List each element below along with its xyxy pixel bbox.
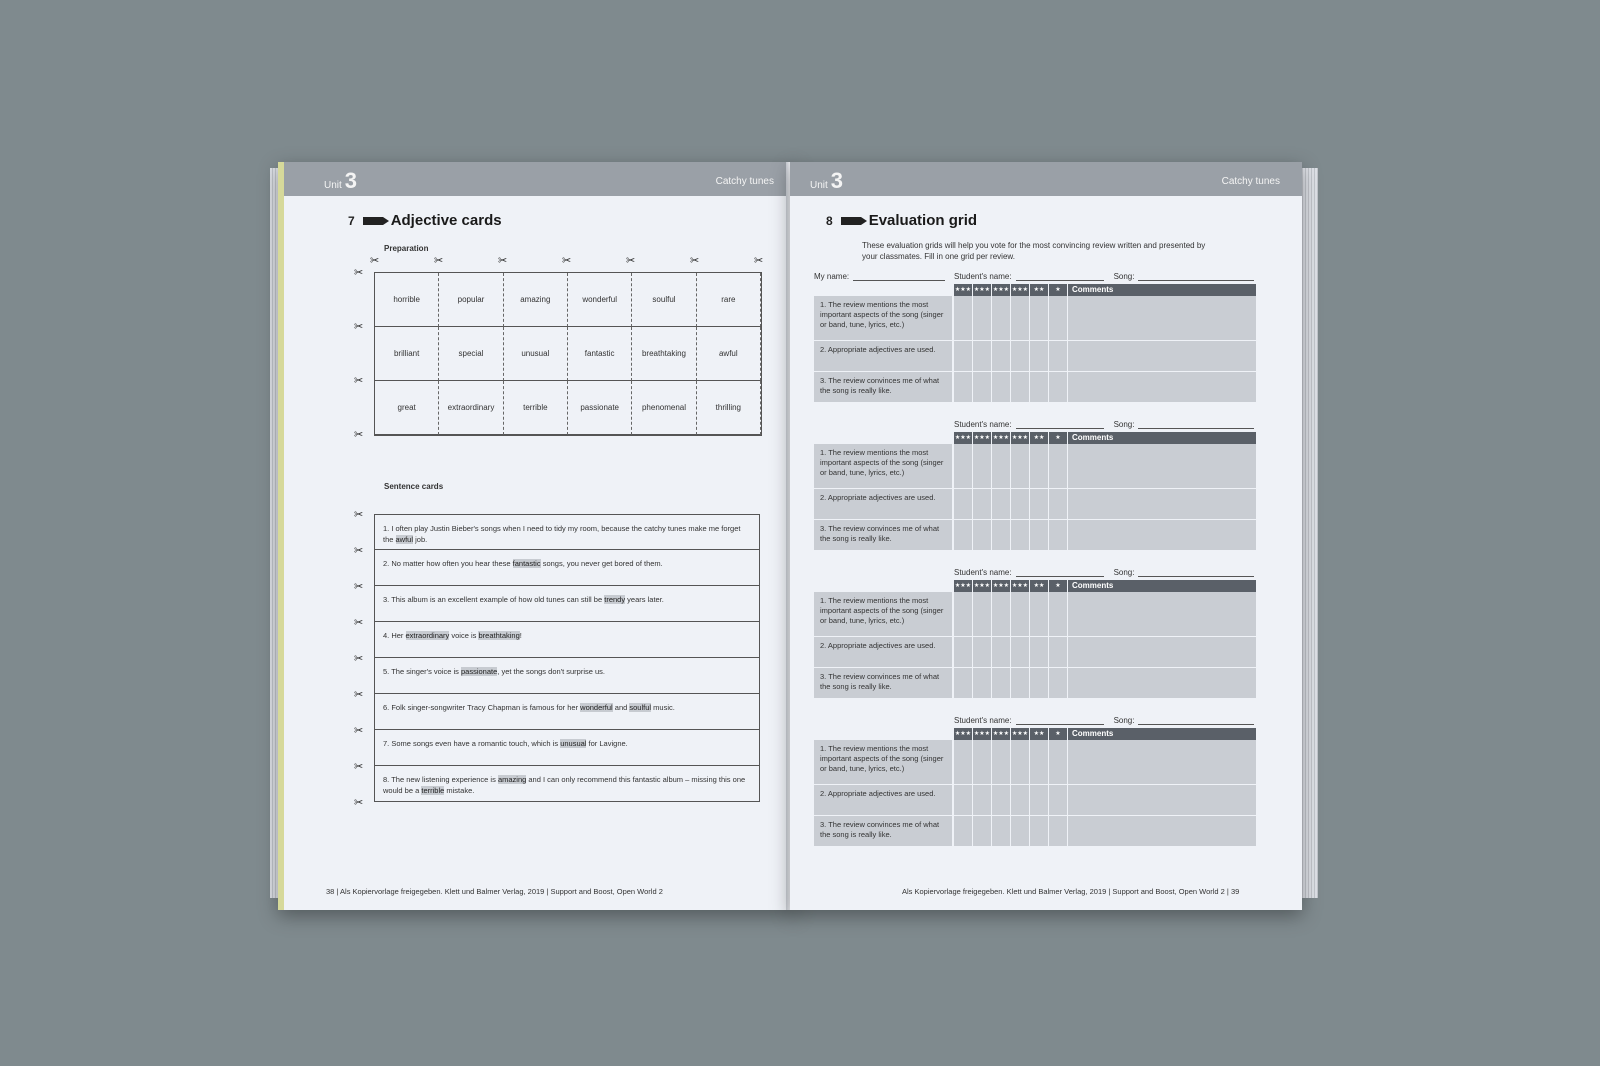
rating-cell[interactable] xyxy=(1030,668,1048,698)
criterion-row xyxy=(814,785,1256,815)
criterion-row xyxy=(814,637,1256,667)
criterion-row xyxy=(814,372,1256,402)
rating-cell[interactable] xyxy=(973,489,991,519)
scissors-icon: ✂ xyxy=(354,581,364,593)
rating-cell[interactable] xyxy=(973,520,991,550)
student-name-line xyxy=(1016,568,1104,577)
rating-cell[interactable] xyxy=(954,296,972,340)
comments-header: Comments xyxy=(1068,728,1256,740)
page-edges-right xyxy=(1300,168,1318,898)
scissors-icon: ✂ xyxy=(690,255,700,267)
page-title: Evaluation grid xyxy=(868,212,978,229)
song-label: Song: xyxy=(1113,272,1135,281)
rating-cell[interactable] xyxy=(1049,489,1067,519)
sentence-card xyxy=(374,730,760,766)
adjective-card: phenomenal xyxy=(632,381,696,435)
scissors-icon: ✂ xyxy=(354,375,364,387)
criterion-row xyxy=(814,592,1256,636)
rating-cell[interactable] xyxy=(1030,740,1048,784)
comment-cell[interactable] xyxy=(1068,372,1256,402)
rating-cell[interactable] xyxy=(954,668,972,698)
rating-cell[interactable] xyxy=(1049,668,1067,698)
rating-cell[interactable] xyxy=(973,444,991,488)
star-rating-header: ★★★ xyxy=(954,728,972,740)
adjective-card: unusual xyxy=(504,327,568,381)
rating-cell[interactable] xyxy=(1049,637,1067,667)
rating-cell[interactable] xyxy=(1030,444,1048,488)
adjective-card: passionate xyxy=(568,381,632,435)
criterion-text: 1. The review mentions the most important aspects of the song (singer or band, tune, lyrics, etc.) xyxy=(814,296,952,340)
comment-cell[interactable] xyxy=(1068,740,1256,784)
highlighted-adjective: extraordinary xyxy=(405,631,450,640)
rating-cell[interactable] xyxy=(1011,816,1029,846)
student-name-line xyxy=(1016,420,1104,429)
sentence-card xyxy=(374,766,760,802)
rating-cell[interactable] xyxy=(1030,520,1048,550)
rating-cell[interactable] xyxy=(992,816,1010,846)
criterion-text: 3. The review convinces me of what the song is really like. xyxy=(814,520,952,550)
comment-cell[interactable] xyxy=(1068,668,1256,698)
highlighted-adjective: unusual xyxy=(560,739,587,748)
song-line xyxy=(1138,716,1254,725)
open-book xyxy=(270,150,1320,920)
adjective-card: breathtaking xyxy=(632,327,696,381)
sentence-cards xyxy=(374,514,760,802)
criterion-text: 3. The review convinces me of what the song is really like. xyxy=(814,372,952,402)
adjective-card: popular xyxy=(439,273,503,327)
rating-cell[interactable] xyxy=(1030,785,1048,815)
rating-cell[interactable] xyxy=(992,372,1010,402)
rating-cell[interactable] xyxy=(1049,341,1067,371)
student-name-field xyxy=(954,716,1254,725)
adjective-card: fantastic xyxy=(568,327,632,381)
rating-cell[interactable] xyxy=(954,372,972,402)
rating-cell[interactable] xyxy=(1049,592,1067,636)
star-rating-header: ★★★ xyxy=(1011,432,1029,444)
right-page xyxy=(790,162,1302,910)
scissors-icon: ✂ xyxy=(354,267,364,279)
criterion-row xyxy=(814,816,1256,846)
comment-cell[interactable] xyxy=(1068,816,1256,846)
rating-cell[interactable] xyxy=(1011,668,1029,698)
sentence-text: The singer's voice is xyxy=(391,667,461,676)
my-name-field: My name: xyxy=(814,272,945,281)
evaluation-grid xyxy=(814,580,1256,699)
rating-cell[interactable] xyxy=(973,816,991,846)
rating-cell[interactable] xyxy=(992,785,1010,815)
adjective-card: extraordinary xyxy=(439,381,503,435)
student-name-field xyxy=(954,420,1254,429)
sentence-card xyxy=(374,694,760,730)
comments-header: Comments xyxy=(1068,432,1256,444)
rating-cell[interactable] xyxy=(1011,296,1029,340)
adjective-card: rare xyxy=(697,273,761,327)
star-rating-header: ★★★ xyxy=(992,284,1010,296)
comments-header: Comments xyxy=(1068,580,1256,592)
student-name-field xyxy=(954,568,1254,577)
sentence-text: and xyxy=(612,703,630,712)
scissors-icon: ✂ xyxy=(354,509,364,521)
rating-cell[interactable] xyxy=(1030,296,1048,340)
rating-cell[interactable] xyxy=(992,668,1010,698)
criterion-row xyxy=(814,296,1256,340)
student-name-label: Student's name: xyxy=(954,420,1012,429)
sentence-text: 3. xyxy=(383,595,392,604)
sentence-card xyxy=(374,550,760,586)
criterion-text: 2. Appropriate adjectives are used. xyxy=(814,341,952,371)
student-name-line xyxy=(1016,716,1104,725)
rating-cell[interactable] xyxy=(1011,740,1029,784)
star-rating-header: ★★★ xyxy=(973,728,991,740)
rating-cell[interactable] xyxy=(954,592,972,636)
rating-cell[interactable] xyxy=(973,668,991,698)
rating-cell[interactable] xyxy=(1049,816,1067,846)
star-rating-header: ★ xyxy=(1049,728,1067,740)
page-footer: 38 | Als Kopiervorlage freigegeben. Klett und Balmer Verlag, 2019 | Support and Boost, Open World 2 xyxy=(326,887,663,896)
rating-cell[interactable] xyxy=(992,296,1010,340)
sentence-text: 1. xyxy=(383,524,392,533)
student-name-line xyxy=(1016,272,1104,281)
rating-cell[interactable] xyxy=(1011,637,1029,667)
adjective-card: special xyxy=(439,327,503,381)
rating-cell[interactable] xyxy=(973,592,991,636)
adjective-card: awful xyxy=(697,327,761,381)
rating-cell[interactable] xyxy=(1011,592,1029,636)
rating-cell[interactable] xyxy=(1049,296,1067,340)
highlighted-adjective: trendy xyxy=(604,595,626,604)
sentence-text: music. xyxy=(651,703,675,712)
star-rating-header: ★★★ xyxy=(954,580,972,592)
sentence-text: years later. xyxy=(625,595,664,604)
rating-cell[interactable] xyxy=(954,341,972,371)
exercise-title: 7 Adjective cards xyxy=(348,212,502,229)
star-rating-header: ★ xyxy=(1049,284,1067,296)
adjective-card: soulful xyxy=(632,273,696,327)
rating-cell[interactable] xyxy=(954,816,972,846)
star-rating-header: ★★ xyxy=(1030,284,1048,296)
rating-cell[interactable] xyxy=(1011,372,1029,402)
star-rating-header: ★★★ xyxy=(954,284,972,296)
star-rating-header: ★★★ xyxy=(954,432,972,444)
criterion-row xyxy=(814,740,1256,784)
comment-cell[interactable] xyxy=(1068,444,1256,488)
rating-cell[interactable] xyxy=(992,444,1010,488)
scissors-icon: ✂ xyxy=(370,255,380,267)
rating-cell[interactable] xyxy=(1011,520,1029,550)
page-header xyxy=(284,162,796,196)
rating-cell[interactable] xyxy=(992,592,1010,636)
rating-cell[interactable] xyxy=(1030,372,1048,402)
highlighted-adjective: wonderful xyxy=(580,703,613,712)
adjective-card: great xyxy=(375,381,439,435)
sentence-text: 2. xyxy=(383,559,392,568)
highlighted-adjective: soulful xyxy=(629,703,652,712)
criterion-text: 1. The review mentions the most important aspects of the song (singer or band, tune, lyrics, etc.) xyxy=(814,444,952,488)
rating-cell[interactable] xyxy=(973,785,991,815)
sentence-text: Her xyxy=(391,631,406,640)
sentence-text: Some songs even have a romantic touch, which is xyxy=(391,739,561,748)
star-rating-header: ★★★ xyxy=(973,432,991,444)
rating-cell[interactable] xyxy=(954,637,972,667)
rating-cell[interactable] xyxy=(1049,785,1067,815)
sentence-text: This album is an excellent example of how old tunes can still be xyxy=(391,595,605,604)
scissors-icon: ✂ xyxy=(754,255,764,267)
rating-cell[interactable] xyxy=(1011,444,1029,488)
scissors-icon: ✂ xyxy=(354,653,364,665)
scissors-icon: ✂ xyxy=(354,689,364,701)
song-label: Song: xyxy=(1113,716,1135,725)
adjective-card: wonderful xyxy=(568,273,632,327)
sentence-text: The new listening experience is xyxy=(391,775,498,784)
sentence-text: mistake. xyxy=(444,786,475,795)
comment-cell[interactable] xyxy=(1068,489,1256,519)
scissors-icon: ✂ xyxy=(434,255,444,267)
criterion-row xyxy=(814,444,1256,488)
comment-cell[interactable] xyxy=(1068,637,1256,667)
highlighted-adjective: fantastic xyxy=(512,559,541,568)
sentence-card xyxy=(374,622,760,658)
rating-cell[interactable] xyxy=(954,444,972,488)
comment-cell[interactable] xyxy=(1068,592,1256,636)
scissors-icon: ✂ xyxy=(626,255,636,267)
pencil-icon xyxy=(363,217,383,225)
rating-cell[interactable] xyxy=(992,637,1010,667)
sentence-text: 5. xyxy=(383,667,392,676)
rating-cell[interactable] xyxy=(973,372,991,402)
rating-cell[interactable] xyxy=(1030,816,1048,846)
sentence-text: I often play Justin Bieber's songs when I need to tidy my room, because the catchy tunes make me forget the xyxy=(383,524,741,544)
rating-cell[interactable] xyxy=(992,520,1010,550)
scissors-icon: ✂ xyxy=(354,761,364,773)
rating-cell[interactable] xyxy=(954,520,972,550)
student-name-label: Student's name: xyxy=(954,272,1012,281)
criterion-row xyxy=(814,341,1256,371)
preparation-label: Preparation xyxy=(384,244,429,253)
song-line xyxy=(1138,272,1254,281)
star-rating-header: ★ xyxy=(1049,580,1067,592)
highlighted-adjective: breathtaking xyxy=(478,631,520,640)
highlighted-adjective: awful xyxy=(395,535,414,544)
rating-cell[interactable] xyxy=(1049,444,1067,488)
scissors-icon: ✂ xyxy=(354,725,364,737)
highlighted-adjective: passionate xyxy=(461,667,498,676)
star-rating-header: ★★★ xyxy=(992,580,1010,592)
rating-cell[interactable] xyxy=(1030,592,1048,636)
comment-cell[interactable] xyxy=(1068,296,1256,340)
sentence-text: 6. xyxy=(383,703,392,712)
rating-cell[interactable] xyxy=(973,740,991,784)
scissors-icon: ✂ xyxy=(562,255,572,267)
scissors-icon: ✂ xyxy=(354,797,364,809)
sentence-text: ! xyxy=(519,631,522,640)
scissors-icon: ✂ xyxy=(354,545,364,557)
rating-cell[interactable] xyxy=(992,341,1010,371)
rating-cell[interactable] xyxy=(954,740,972,784)
criterion-text: 2. Appropriate adjectives are used. xyxy=(814,489,952,519)
star-rating-header: ★★★ xyxy=(1011,284,1029,296)
pencil-icon xyxy=(841,217,861,225)
star-rating-header: ★★★ xyxy=(1011,580,1029,592)
sentence-card xyxy=(374,658,760,694)
highlighted-adjective: amazing xyxy=(497,775,527,784)
unit-label: Unit 3 xyxy=(810,168,844,193)
highlighted-adjective: terrible xyxy=(421,786,445,795)
scissors-icon: ✂ xyxy=(354,321,364,333)
rating-cell[interactable] xyxy=(1049,520,1067,550)
intro-text: These evaluation grids will help you vote for the most convincing review written and presented by your classmates. Fill in one grid per review. xyxy=(862,241,1206,261)
star-rating-header: ★★★ xyxy=(973,580,991,592)
song-label: Song: xyxy=(1113,420,1135,429)
rating-cell[interactable] xyxy=(1030,341,1048,371)
star-rating-header: ★★★ xyxy=(973,284,991,296)
scissors-icon: ✂ xyxy=(354,429,364,441)
page-footer: Als Kopiervorlage freigegeben. Klett und Balmer Verlag, 2019 | Support and Boost, Open World 2 | 39 xyxy=(902,887,1240,896)
evaluation-grid xyxy=(814,432,1256,551)
sentence-text: , yet the songs don't surprise us. xyxy=(497,667,606,676)
rating-cell[interactable] xyxy=(954,489,972,519)
sentence-card xyxy=(374,586,760,622)
criterion-text: 2. Appropriate adjectives are used. xyxy=(814,785,952,815)
rating-cell[interactable] xyxy=(992,489,1010,519)
rating-cell[interactable] xyxy=(1030,489,1048,519)
comment-cell[interactable] xyxy=(1068,341,1256,371)
criterion-row xyxy=(814,520,1256,550)
rating-cell[interactable] xyxy=(1049,372,1067,402)
sentence-text: voice is xyxy=(449,631,479,640)
evaluation-grid xyxy=(814,728,1256,847)
sentence-text: job. xyxy=(413,535,428,544)
criterion-row xyxy=(814,489,1256,519)
star-rating-header: ★★★ xyxy=(992,432,1010,444)
page-title: Adjective cards xyxy=(390,212,502,229)
criterion-text: 3. The review convinces me of what the song is really like. xyxy=(814,668,952,698)
song-line xyxy=(1138,420,1254,429)
criterion-text: 2. Appropriate adjectives are used. xyxy=(814,637,952,667)
star-rating-header: ★★ xyxy=(1030,432,1048,444)
adjective-card: thrilling xyxy=(697,381,761,435)
scissors-icon: ✂ xyxy=(498,255,508,267)
student-name-field xyxy=(954,272,1254,281)
rating-cell[interactable] xyxy=(1011,341,1029,371)
star-rating-header: ★ xyxy=(1049,432,1067,444)
unit-label: Unit 3 xyxy=(324,168,358,193)
rating-cell[interactable] xyxy=(1049,740,1067,784)
running-head: Catchy tunes xyxy=(1221,176,1280,187)
star-rating-header: ★★ xyxy=(1030,580,1048,592)
star-rating-header: ★★ xyxy=(1030,728,1048,740)
rating-cell[interactable] xyxy=(1011,489,1029,519)
sentence-cards-label: Sentence cards xyxy=(384,482,444,491)
evaluation-grid xyxy=(814,284,1256,403)
sentence-text: 4. xyxy=(383,631,392,640)
student-name-label: Student's name: xyxy=(954,568,1012,577)
comment-cell[interactable] xyxy=(1068,785,1256,815)
criterion-row xyxy=(814,668,1256,698)
sentence-text: and I can only recommend this fantastic album – missing this one would be a xyxy=(383,775,746,795)
rating-cell[interactable] xyxy=(973,341,991,371)
sentence-text: Folk singer-songwriter Tracy Chapman is famous for her xyxy=(391,703,581,712)
comment-cell[interactable] xyxy=(1068,520,1256,550)
scissors-icon: ✂ xyxy=(354,617,364,629)
rating-cell[interactable] xyxy=(1030,637,1048,667)
running-head: Catchy tunes xyxy=(715,176,774,187)
criterion-text: 1. The review mentions the most important aspects of the song (singer or band, tune, lyrics, etc.) xyxy=(814,740,952,784)
left-page xyxy=(278,162,796,910)
criterion-text: 3. The review convinces me of what the song is really like. xyxy=(814,816,952,846)
sentence-text: songs, you never get bored of them. xyxy=(540,559,663,568)
adjective-card: horrible xyxy=(375,273,439,327)
page-header xyxy=(790,162,1302,196)
adjective-card-grid xyxy=(374,272,762,436)
song-line xyxy=(1138,568,1254,577)
adjective-card: amazing xyxy=(504,273,568,327)
sentence-text: 7. xyxy=(383,739,392,748)
rating-cell[interactable] xyxy=(973,296,991,340)
sentence-text: No matter how often you hear these xyxy=(391,559,513,568)
adjective-card: terrible xyxy=(504,381,568,435)
adjective-card: brilliant xyxy=(375,327,439,381)
exercise-title: 8 Evaluation grid xyxy=(826,212,978,229)
student-name-label: Student's name: xyxy=(954,716,1012,725)
criterion-text: 1. The review mentions the most important aspects of the song (singer or band, tune, lyrics, etc.) xyxy=(814,592,952,636)
rating-cell[interactable] xyxy=(992,740,1010,784)
rating-cell[interactable] xyxy=(954,785,972,815)
song-label: Song: xyxy=(1113,568,1135,577)
sentence-card xyxy=(374,514,760,550)
sentence-text: for Lavigne. xyxy=(586,739,628,748)
rating-cell[interactable] xyxy=(1011,785,1029,815)
comments-header: Comments xyxy=(1068,284,1256,296)
star-rating-header: ★★★ xyxy=(992,728,1010,740)
star-rating-header: ★★★ xyxy=(1011,728,1029,740)
rating-cell[interactable] xyxy=(973,637,991,667)
sentence-text: 8. xyxy=(383,775,392,784)
